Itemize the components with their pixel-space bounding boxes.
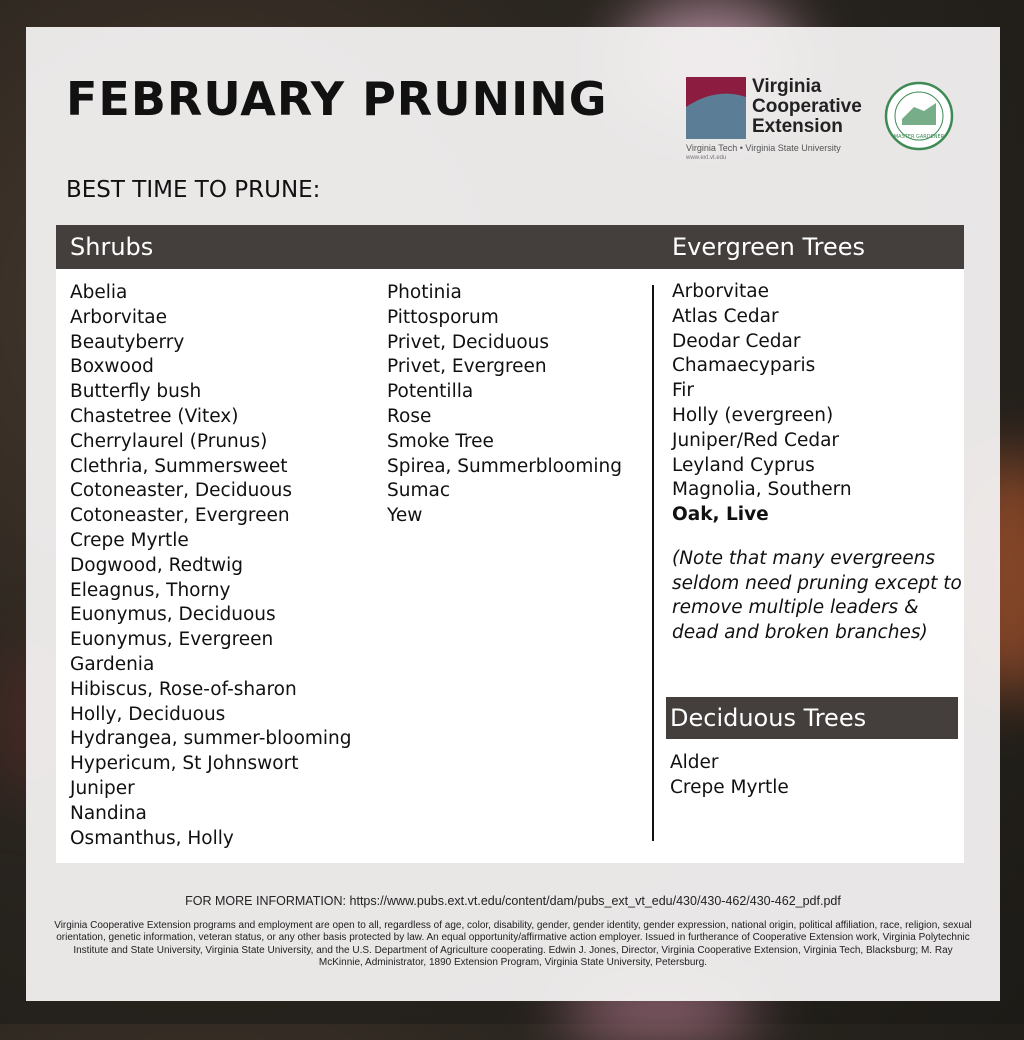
list-item: Cotoneaster, Deciduous	[70, 480, 292, 502]
list-item: Beautyberry	[70, 331, 185, 353]
list-item: Cotoneaster, Evergreen	[70, 505, 290, 527]
list-item: Sumac	[387, 480, 450, 502]
list-item: Boxwood	[70, 356, 154, 378]
more-info-label: FOR MORE INFORMATION:	[185, 894, 347, 908]
list-item: Atlas Cedar	[672, 305, 779, 327]
list-item: Eleagnus, Thorny	[70, 579, 231, 601]
master-gardener-seal-icon	[884, 81, 954, 151]
list-item: Abelia	[70, 282, 128, 303]
list-item: Magnolia, Southern	[672, 479, 852, 501]
list-item: Alder	[670, 752, 719, 773]
list-item: Hydrangea, summer-blooming	[70, 728, 352, 750]
list-item: Osmanthus, Holly	[70, 827, 234, 849]
list-item: Cherrylaurel (Prunus)	[70, 430, 268, 452]
page-title: FEBRUARY PRUNING	[66, 72, 608, 126]
seal-label: MASTER GARDENER	[893, 134, 945, 140]
list-item: Nandina	[70, 802, 147, 824]
list-item: Privet, Deciduous	[387, 331, 550, 353]
deciduous-header: Deciduous Trees	[670, 704, 867, 732]
list-item: Pittosporum	[387, 306, 499, 328]
list-item: Holly, Deciduous	[70, 703, 226, 725]
more-info	[26, 894, 1000, 908]
list-item: Butterfly bush	[70, 381, 202, 403]
list-item: Privet, Evergreen	[387, 356, 547, 378]
list-item: Rose	[387, 405, 432, 427]
list-item: Photinia	[387, 282, 462, 303]
list-item: Fir	[672, 380, 695, 402]
list-item: Potentilla	[387, 381, 474, 403]
deciduous-list	[670, 751, 789, 801]
logo-url: www.ext.vt.edu	[686, 155, 727, 161]
vce-logo-mark-icon	[686, 77, 746, 139]
logo-line-1: Virginia	[752, 76, 822, 97]
shrubs-list-column-1	[70, 281, 352, 851]
list-item: Smoke Tree	[387, 430, 494, 452]
list-item: Chastetree (Vitex)	[70, 405, 239, 427]
list-item: Clethria, Summersweet	[70, 455, 288, 477]
vce-logo	[686, 77, 986, 177]
list-item: Crepe Myrtle	[70, 529, 189, 551]
list-item: Hibiscus, Rose-of-sharon	[70, 678, 297, 700]
best-time-heading: BEST TIME TO PRUNE:	[66, 177, 321, 203]
list-item: Leyland Cyprus	[672, 454, 815, 476]
deciduous-header-bar	[666, 697, 958, 739]
logo-subline: Virginia Tech • Virginia State University	[686, 143, 841, 153]
evergreen-list	[672, 280, 852, 528]
column-divider	[652, 285, 654, 841]
list-item: Hypericum, St Johnswort	[70, 753, 299, 775]
list-item: Juniper/Red Cedar	[672, 429, 840, 451]
evergreen-header: Evergreen Trees	[672, 233, 866, 261]
list-item: Dogwood, Redtwig	[70, 554, 243, 576]
list-item: Arborvitae	[672, 281, 769, 302]
logo-line-2: Cooperative	[752, 96, 862, 117]
list-item: Deodar Cedar	[672, 330, 801, 352]
list-item: Crepe Myrtle	[670, 776, 789, 798]
list-item: Spirea, Summerblooming	[387, 455, 622, 477]
legal-disclaimer: Virginia Cooperative Extension programs and employment are open to all, regardless of age, color, disability, gender, gender identity, gender expression, national origin, political affiliation, race, religion, sexual orientation, genetic information, veteran status, or any other basis protected by law. An equal opportunity/affirmative action employer. Issued in furtherance of Cooperative Extension work, Virginia Polytechnic Institute and State University, Virginia State University, and the U.S. Department of Agriculture cooperating. Edwin J. Jones, Director, Virginia Cooperative Extension, Virginia Tech, Blacksburg; M. Ray McKinnie, Administrator, 1890 Extension Program, Virginia State University, Petersburg.	[54, 920, 972, 968]
list-item: Euonymus, Deciduous	[70, 604, 276, 626]
list-item: Gardenia	[70, 653, 155, 675]
list-item: Chamaecyparis	[672, 355, 816, 377]
shrubs-list-column-2	[387, 281, 622, 529]
more-info-link[interactable]: https://www.pubs.ext.vt.edu/content/dam/pubs_ext_vt_edu/430/430-462/430-462_pdf.pdf	[349, 894, 841, 908]
list-item: Juniper	[70, 777, 135, 799]
list-item: Arborvitae	[70, 306, 167, 328]
logo-line-3: Extension	[752, 116, 843, 137]
evergreen-note: (Note that many evergreens seldom need pruning except to remove multiple leaders & dead and broken branches)	[672, 548, 962, 643]
list-item: Oak, Live	[672, 504, 769, 526]
vce-logo-text	[752, 77, 862, 137]
list-item: Yew	[387, 505, 423, 527]
info-card	[26, 27, 1000, 1001]
list-item: Euonymus, Evergreen	[70, 629, 274, 651]
shrubs-header: Shrubs	[70, 233, 154, 261]
list-item: Holly (evergreen)	[672, 404, 834, 426]
